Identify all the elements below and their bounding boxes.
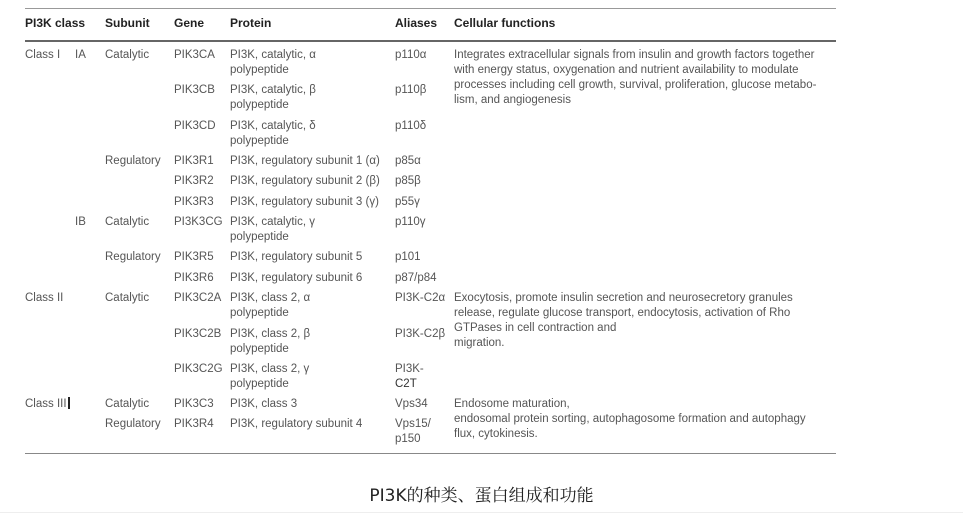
protein-cell: PI3K, regulatory subunit 1 (α) (230, 155, 380, 167)
function-line: Endosome maturation, (454, 398, 570, 410)
gene-cell: PIK3CB (174, 84, 215, 96)
subunit-regulatory: Regulatory (105, 155, 161, 167)
protein-cell-cont: polypeptide (230, 343, 289, 355)
gene-cell: PIK3R2 (174, 175, 214, 187)
class-ii-functions (454, 291, 793, 351)
class-ib-label: IB (75, 216, 86, 228)
protein-cell: PI3K, catalytic, α (230, 49, 316, 61)
gene-cell: PIK3R4 (174, 418, 214, 430)
header-gene: Gene (174, 16, 205, 30)
gene-cell: PIK3CD (174, 120, 216, 132)
protein-cell: PI3K, regulatory subunit 6 (230, 272, 363, 284)
function-line: lism, and angiogenesis (454, 94, 571, 106)
class-ia-label: IA (75, 49, 86, 61)
protein-cell: PI3K, class 2, α (230, 292, 311, 304)
table-top-rule (25, 8, 836, 9)
header-cellular-functions: Cellular functions (454, 16, 556, 30)
alias-cell: p87/p84 (395, 272, 437, 284)
header-pi3k-class: PI3K class (25, 16, 86, 30)
alias-cell: p85α (395, 155, 421, 167)
gene-cell: PIK3R6 (174, 272, 214, 284)
function-line: GTPases in cell contraction and (454, 322, 617, 334)
header-protein: Protein (230, 16, 272, 30)
protein-cell: PI3K, regulatory subunit 5 (230, 251, 363, 263)
alias-cell: p110α (395, 49, 427, 61)
table-header-rule (25, 40, 836, 42)
class-ii-label: Class II (25, 292, 64, 304)
subunit-regulatory: Regulatory (105, 251, 161, 263)
subunit-catalytic: Catalytic (105, 216, 150, 228)
gene-cell: PI3K3CG (174, 216, 223, 228)
protein-cell: PI3K, catalytic, γ (230, 216, 316, 228)
gene-cell: PIK3CA (174, 49, 215, 61)
protein-cell-cont: polypeptide (230, 64, 289, 76)
protein-cell-cont: polypeptide (230, 378, 289, 390)
gene-cell: PIK3C3 (174, 398, 214, 410)
subunit-catalytic: Catalytic (105, 292, 150, 304)
alias-cell: p110γ (395, 216, 426, 228)
figure-caption: PI3K的种类、蛋白组成和功能 (369, 486, 594, 506)
alias-cell: p110δ (395, 120, 427, 132)
alias-cell: p110β (395, 84, 427, 96)
alias-cell: PI3K- (395, 363, 424, 375)
function-line: release, regulate glucose transport, endocytosis, activation of Rho (454, 307, 791, 319)
function-line: with energy status, oxygenation and nutrient availability to modulate (454, 64, 799, 76)
gene-cell: PIK3R3 (174, 196, 214, 208)
table-bottom-rule (25, 453, 836, 454)
subunit-catalytic: Catalytic (105, 49, 150, 61)
protein-cell: PI3K, catalytic, δ (230, 120, 316, 132)
protein-cell: PI3K, regulatory subunit 3 (γ) (230, 196, 379, 208)
class-iii-label: Class III (25, 397, 70, 412)
protein-cell: PI3K, class 3 (230, 398, 298, 410)
function-line: flux, cytokinesis. (454, 428, 538, 440)
protein-cell: PI3K, regulatory subunit 2 (β) (230, 175, 380, 187)
alias-cell-cont: p150 (395, 433, 421, 445)
alias-cell: p85β (395, 175, 421, 187)
alias-cell-cont: C2T (395, 378, 417, 390)
alias-cell: p55γ (395, 196, 420, 208)
protein-cell-cont: polypeptide (230, 135, 289, 147)
alias-cell: Vps34 (395, 398, 428, 410)
class-iii-functions (454, 397, 806, 442)
subunit-catalytic: Catalytic (105, 398, 150, 410)
alias-cell: p101 (395, 251, 421, 263)
alias-cell: PI3K-C2β (395, 328, 446, 340)
protein-cell: PI3K, class 2, γ (230, 363, 310, 375)
protein-cell-cont: polypeptide (230, 99, 289, 111)
gene-cell: PIK3C2G (174, 363, 223, 375)
function-line: Integrates extracellular signals from insulin and growth factors together (454, 49, 815, 61)
protein-cell-cont: polypeptide (230, 231, 289, 243)
function-line: Exocytosis, promote insulin secretion and neurosecretory granules (454, 292, 793, 304)
subunit-regulatory: Regulatory (105, 418, 161, 430)
protein-cell: PI3K, regulatory subunit 4 (230, 418, 363, 430)
alias-cell: Vps15/ (395, 418, 431, 430)
alias-cell: PI3K-C2α (395, 292, 446, 304)
function-line: migration. (454, 337, 505, 349)
function-line: processes including cell growth, survival, proliferation, glucose metabo- (454, 79, 817, 91)
page-divider (0, 512, 963, 513)
class-i-label: Class I (25, 49, 61, 61)
function-line: endosomal protein sorting, autophagosome formation and autophagy (454, 413, 806, 425)
class-i-functions (454, 48, 816, 108)
protein-cell: PI3K, catalytic, β (230, 84, 316, 96)
gene-cell: PIK3R1 (174, 155, 214, 167)
gene-cell: PIK3C2A (174, 292, 222, 304)
header-subunit: Subunit (105, 16, 150, 30)
header-aliases: Aliases (395, 16, 438, 30)
gene-cell: PIK3R5 (174, 251, 214, 263)
gene-cell: PIK3C2B (174, 328, 222, 340)
protein-cell: PI3K, class 2, β (230, 328, 311, 340)
protein-cell-cont: polypeptide (230, 307, 289, 319)
